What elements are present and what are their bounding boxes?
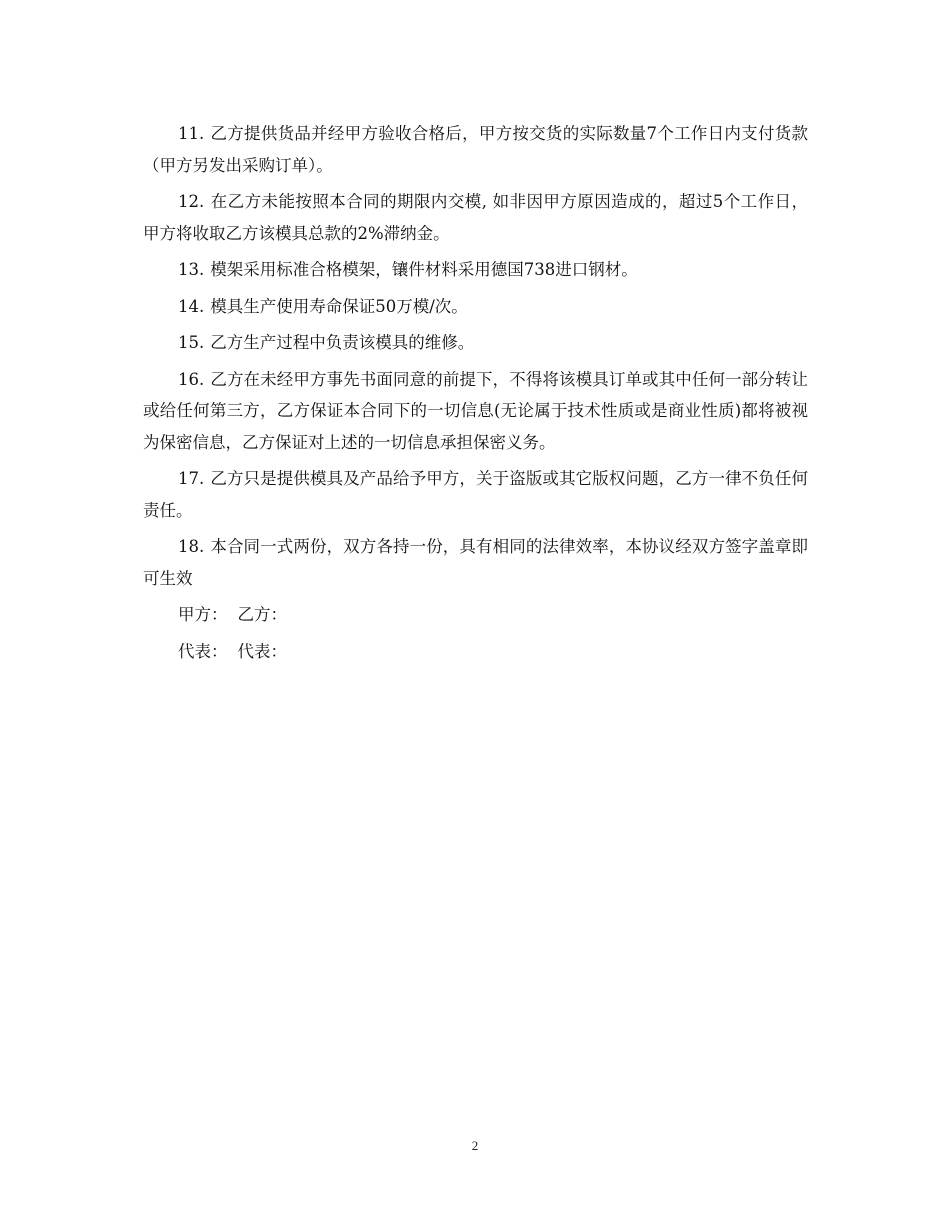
page-number: 2 — [471, 1138, 479, 1153]
clause-11 — [143, 118, 808, 181]
clause-text: 本合同一式两份，双方各持一份，具有相同的法律效率，本协议经双方签字盖章即可生效 — [143, 537, 808, 588]
clause-13 — [143, 254, 808, 286]
contract-body — [143, 118, 808, 672]
clause-number: 13. — [178, 260, 205, 279]
clause-15 — [143, 327, 808, 359]
clause-text: 模具生产使用寿命保证50万模/次。 — [210, 296, 468, 316]
clause-18 — [143, 531, 808, 594]
clause-text: 乙方只是提供模具及产品给予甲方，关于盗版或其它版权问题，乙方一律不负任何责任。 — [143, 469, 808, 520]
clause-number: 11. — [178, 124, 205, 143]
party-b-label: 乙方： — [237, 605, 287, 624]
clause-14 — [143, 291, 808, 323]
clause-text: 乙方在未经甲方事先书面同意的前提下，不得将该模具订单或其中任何一部分转让或给任何第三方，乙方保证本合同下的一切信息(无论属于技术性质或是商业性质)都将被视为保密信息，乙方保证对上述的一切信息承担保密义务。 — [143, 369, 808, 452]
clause-number: 18. — [178, 537, 205, 556]
clause-12 — [143, 186, 808, 249]
clause-number: 17. — [178, 469, 205, 488]
party-a-label: 甲方： — [178, 605, 228, 624]
clause-number: 12. — [178, 192, 205, 211]
clause-text: 乙方提供货品并经甲方验收合格后，甲方按交货的实际数量7个工作日内支付货款（甲方另发出采购订单）。 — [143, 124, 808, 175]
clause-text: 在乙方未能按照本合同的期限内交模, 如非因甲方原因造成的，超过5个工作日，甲方将收取乙方该模具总款的2%滞纳金。 — [143, 192, 808, 243]
clause-text: 乙方生产过程中负责该模具的维修。 — [210, 333, 475, 352]
clause-17 — [143, 463, 808, 526]
signature-parties-line — [143, 599, 808, 631]
clause-number: 14. — [178, 296, 205, 316]
clause-16 — [143, 364, 808, 459]
rep-a-label: 代表： — [178, 641, 228, 661]
clause-number: 15. — [178, 333, 205, 352]
rep-b-label: 代表： — [237, 641, 287, 661]
clause-number: 16. — [178, 369, 205, 389]
signature-representatives-line — [143, 636, 808, 668]
clause-text: 模架采用标准合格模架，镶件材料采用德国738进口钢材。 — [210, 260, 638, 279]
